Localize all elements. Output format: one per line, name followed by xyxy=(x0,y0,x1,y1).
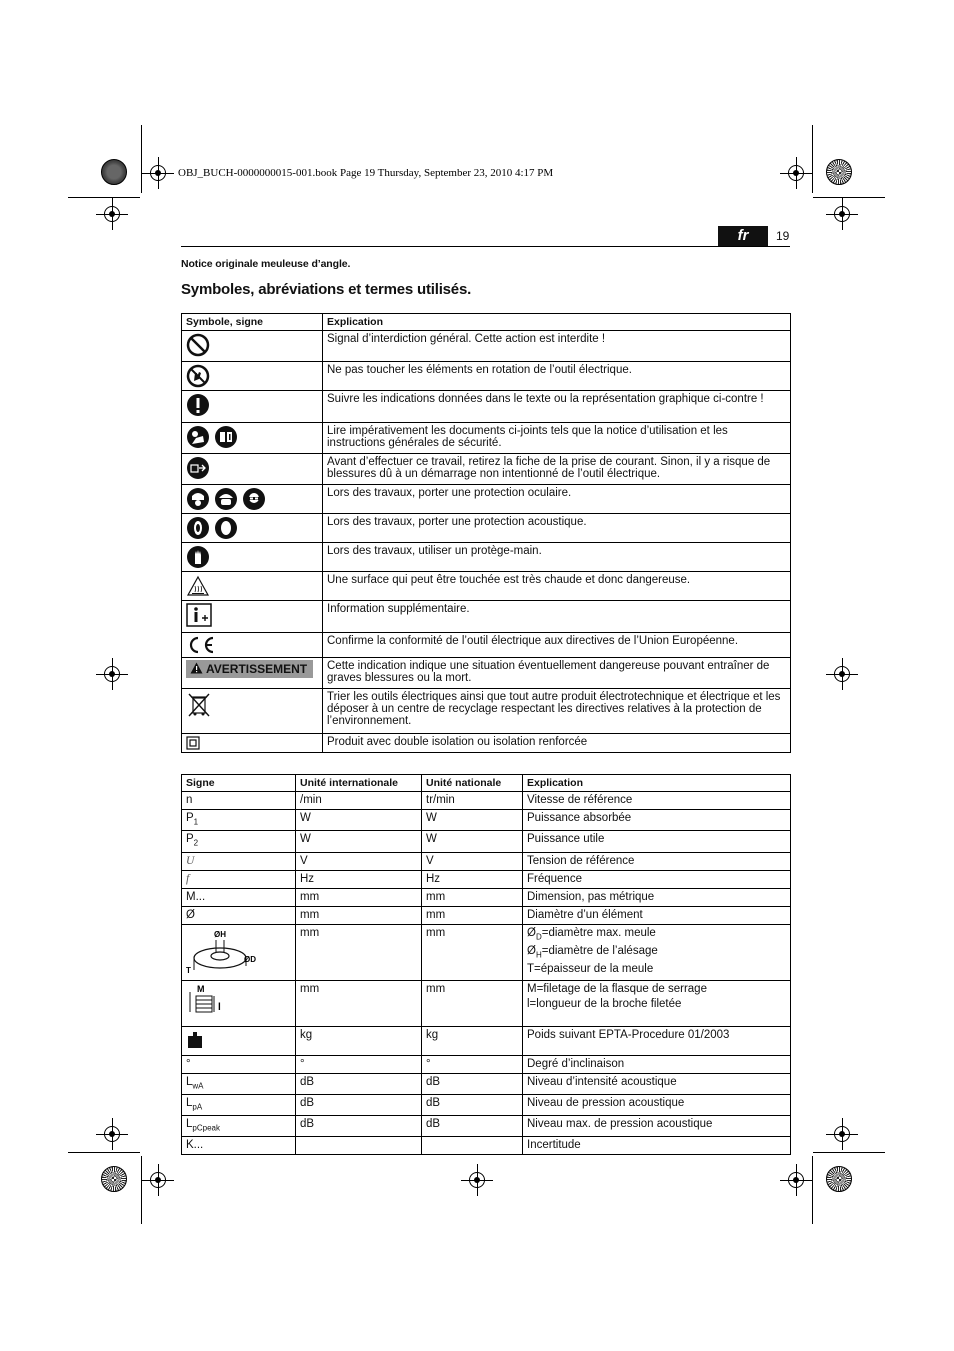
unit-cell: /min xyxy=(296,792,422,810)
crossed-bin-icon xyxy=(186,691,212,719)
explanation-cell: Degré d’inclinaison xyxy=(523,1055,791,1073)
page-title: Symboles, abréviations et termes utilisés. xyxy=(181,281,472,298)
registration-mark-icon xyxy=(834,666,850,682)
unit-cell: ° xyxy=(296,1055,422,1073)
table-row xyxy=(182,1073,791,1094)
prohibition-icon xyxy=(186,333,210,357)
table-row xyxy=(182,572,791,601)
unit-cell: dB xyxy=(296,1073,422,1094)
diagram-label: ØH xyxy=(214,929,226,939)
explanation-cell: Niveau de pression acoustique xyxy=(523,1094,791,1115)
symbol-cell xyxy=(182,543,323,572)
table-row xyxy=(182,362,791,391)
explanation-cell: Poids suivant EPTA-Procedure 01/2003 xyxy=(523,1026,791,1055)
weight-icon xyxy=(186,1031,204,1049)
explanation-cell: Signal d’interdiction général. Cette action est interdite ! xyxy=(323,331,791,362)
page-number: 19 xyxy=(776,229,790,243)
grinding-wheel-diagram-icon xyxy=(186,926,266,974)
table-header-row xyxy=(182,775,791,792)
sign-cell xyxy=(182,924,296,980)
symbol-cell xyxy=(182,633,323,658)
sign-cell xyxy=(182,1026,296,1055)
registration-mark-icon xyxy=(834,206,850,222)
table-row xyxy=(182,1116,791,1137)
diagram-label: l xyxy=(218,1001,221,1013)
print-rosette-icon xyxy=(101,1166,127,1192)
symbol-cell xyxy=(182,485,323,514)
table-row xyxy=(182,852,791,870)
column-header: Unité internationale xyxy=(296,775,422,792)
sign-cell: M... xyxy=(182,888,296,906)
table-row xyxy=(182,1094,791,1115)
explanation-cell: Puissance absorbée xyxy=(523,810,791,831)
unit-cell: W xyxy=(296,810,422,831)
crop-mark xyxy=(813,1152,885,1153)
sign-cell: $P_2$ xyxy=(182,831,296,852)
unit-cell: mm xyxy=(296,906,422,924)
sign-cell: U xyxy=(182,852,296,870)
sign-cell: Ø xyxy=(182,906,296,924)
explanation-cell: Fréquence xyxy=(523,870,791,888)
do-not-touch-icon xyxy=(186,364,210,388)
table-row xyxy=(182,1026,791,1055)
sign-cell: n xyxy=(182,792,296,810)
manual-book-icon xyxy=(214,425,238,449)
table-row xyxy=(182,689,791,734)
symbol-cell xyxy=(182,689,323,734)
table-row xyxy=(182,601,791,633)
symbol-cell xyxy=(182,331,323,362)
explanation-cell: Tension de référence xyxy=(523,852,791,870)
unit-cell: kg xyxy=(296,1026,422,1055)
explanation-cell: Suivre les indications données dans le texte ou la représentation graphique ci-contre ! xyxy=(323,391,791,423)
unit-cell: dB xyxy=(422,1116,523,1137)
explanation-cell: M=filetage de la flasque de serrage l=longueur de la broche filetée xyxy=(523,980,791,1026)
registration-mark-icon xyxy=(104,666,120,682)
table-row xyxy=(182,924,791,980)
table-row xyxy=(182,906,791,924)
crop-mark xyxy=(68,197,140,198)
explanation-cell: Produit avec double isolation ou isolation renforcée xyxy=(323,734,791,753)
threaded-spindle-diagram-icon xyxy=(186,982,230,1020)
unit-cell xyxy=(422,1137,523,1155)
crop-mark xyxy=(68,1152,140,1153)
warning-icon xyxy=(190,662,203,674)
goggles-icon xyxy=(242,487,266,511)
table-row xyxy=(182,734,791,753)
mandatory-action-icon xyxy=(186,393,210,417)
column-header: Symbole, signe xyxy=(182,314,323,331)
symbols-table xyxy=(181,313,791,753)
sign-cell: $P_1$ xyxy=(182,810,296,831)
ear-muffs-icon xyxy=(214,516,238,540)
safety-helmet-icon xyxy=(214,487,238,511)
language-badge: fr xyxy=(718,226,768,246)
unit-cell: Hz xyxy=(422,870,523,888)
symbol-cell xyxy=(182,423,323,454)
print-rosette-icon xyxy=(101,159,127,185)
unit-cell: mm xyxy=(422,980,523,1026)
table-row xyxy=(182,391,791,423)
symbol-cell xyxy=(182,572,323,601)
table-row xyxy=(182,543,791,572)
print-rosette-icon xyxy=(826,1166,852,1192)
unit-cell: W xyxy=(422,831,523,852)
unit-cell: mm xyxy=(296,888,422,906)
explanation-cell: Niveau d’intensité acoustique xyxy=(523,1073,791,1094)
table-row xyxy=(182,810,791,831)
unit-cell: W xyxy=(296,831,422,852)
explanation-cell: Cette indication indique une situation éventuellement dangereuse pouvant entraîner de graves blessures ou la mort. xyxy=(323,658,791,689)
notice-heading: Notice originale meuleuse d’angle. xyxy=(181,258,351,270)
unit-cell xyxy=(296,1137,422,1155)
symbol-cell xyxy=(182,362,323,391)
explanation-cell: Lors des travaux, porter une protection oculaire. xyxy=(323,485,791,514)
unit-cell: mm xyxy=(422,888,523,906)
unit-cell: ° xyxy=(422,1055,523,1073)
crop-mark xyxy=(141,125,142,193)
column-header: Explication xyxy=(523,775,791,792)
ear-protection-icon xyxy=(186,516,210,540)
sign-cell: K... xyxy=(182,1137,296,1155)
registration-mark-icon xyxy=(788,165,804,181)
sign-cell: $L_{pA}$ xyxy=(182,1094,296,1115)
warning-label: AVERTISSEMENT xyxy=(186,660,313,678)
crop-mark xyxy=(812,125,813,193)
registration-mark-icon xyxy=(834,1126,850,1142)
explanation-cell: $Ø_D=diamètre$ max. meule $Ø_H=diamètre$ de l’alésage T=épaisseur de la meule xyxy=(523,924,791,980)
crop-mark xyxy=(812,1156,813,1224)
explanation-cell: Lire impérativement les documents ci-joints tels que la notice d’utilisation et les instructions générales de sécurité. xyxy=(323,423,791,454)
unit-cell: dB xyxy=(296,1116,422,1137)
sign-cell: $L_{wA}$ xyxy=(182,1073,296,1094)
unit-cell: mm xyxy=(422,906,523,924)
gloves-icon xyxy=(186,545,210,569)
symbol-cell xyxy=(182,601,323,633)
table-row xyxy=(182,870,791,888)
unit-cell: W xyxy=(422,810,523,831)
unit-cell: Hz xyxy=(296,870,422,888)
crop-mark xyxy=(813,197,885,198)
table-row xyxy=(182,331,791,362)
unit-cell: mm xyxy=(296,924,422,980)
print-bookline: OBJ_BUCH-0000000015-001.book Page 19 Thursday, September 23, 2010 4:17 PM xyxy=(178,167,554,179)
double-insulation-icon xyxy=(186,736,200,750)
unit-cell: dB xyxy=(296,1094,422,1115)
sign-cell: f xyxy=(182,870,296,888)
table-row xyxy=(182,792,791,810)
crop-mark xyxy=(141,1156,142,1224)
diagram-label: M xyxy=(197,983,205,994)
table-row xyxy=(182,888,791,906)
explanation-cell: Une surface qui peut être touchée est très chaude et donc dangereuse. xyxy=(323,572,791,601)
unit-cell: mm xyxy=(296,980,422,1026)
sign-cell: ° xyxy=(182,1055,296,1073)
column-header: Explication xyxy=(323,314,791,331)
registration-mark-icon xyxy=(788,1172,804,1188)
explanation-cell: Avant d’effectuer ce travail, retirez la fiche de la prise de courant. Sinon, il y a risque de blessures dû à un démarrage non intentionné de l’outil électrique. xyxy=(323,454,791,485)
column-header: Unité nationale xyxy=(422,775,523,792)
explanation-cell: Dimension, pas métrique xyxy=(523,888,791,906)
information-icon xyxy=(186,603,212,627)
explanation-cell: Trier les outils électriques ainsi que tout autre produit électrotechnique et électrique et les déposer à un centre de recyclage respectant les directives relatives à la protection de l’environnement. xyxy=(323,689,791,734)
symbol-cell xyxy=(182,391,323,423)
table-row xyxy=(182,423,791,454)
explanation-cell: Diamètre d’un élément xyxy=(523,906,791,924)
symbol-cell xyxy=(182,514,323,543)
explanation-cell: Lors des travaux, utiliser un protège-main. xyxy=(323,543,791,572)
read-manual-icon xyxy=(186,425,210,449)
table-row xyxy=(182,658,791,689)
print-rosette-icon xyxy=(826,159,852,185)
registration-mark-icon xyxy=(104,1126,120,1142)
explanation-cell: Confirme la conformité de l’outil électrique aux directives de l’Union Européenne. xyxy=(323,633,791,658)
units-table xyxy=(181,774,791,1155)
unit-cell: V xyxy=(422,852,523,870)
sign-cell xyxy=(182,980,296,1026)
table-row xyxy=(182,1055,791,1073)
unit-cell: mm xyxy=(422,924,523,980)
explanation-cell: Niveau max. de pression acoustique xyxy=(523,1116,791,1137)
ce-mark-icon xyxy=(186,635,216,655)
unplug-icon xyxy=(186,456,210,480)
table-row xyxy=(182,514,791,543)
table-row xyxy=(182,485,791,514)
table-header-row xyxy=(182,314,791,331)
table-row xyxy=(182,980,791,1026)
unit-cell: dB xyxy=(422,1073,523,1094)
symbol-cell xyxy=(182,454,323,485)
face-shield-icon xyxy=(186,487,210,511)
explanation-cell: Puissance utile xyxy=(523,831,791,852)
table-row xyxy=(182,831,791,852)
registration-mark-icon xyxy=(150,165,166,181)
explanation-cell: Vitesse de référence xyxy=(523,792,791,810)
registration-mark-icon xyxy=(469,1172,485,1188)
unit-cell: dB xyxy=(422,1094,523,1115)
sign-cell: $L_{pCpeak}$ xyxy=(182,1116,296,1137)
hot-surface-icon xyxy=(186,574,210,598)
explanation-cell: Information supplémentaire. xyxy=(323,601,791,633)
registration-mark-icon xyxy=(150,1172,166,1188)
explanation-cell: Incertitude xyxy=(523,1137,791,1155)
diagram-label: ØD xyxy=(244,954,256,964)
registration-mark-icon xyxy=(104,206,120,222)
table-row xyxy=(182,633,791,658)
unit-cell: V xyxy=(296,852,422,870)
header-rule xyxy=(181,246,790,247)
diagram-label: T xyxy=(186,965,191,974)
explanation-cell: Ne pas toucher les éléments en rotation de l’outil électrique. xyxy=(323,362,791,391)
table-row xyxy=(182,1137,791,1155)
unit-cell: kg xyxy=(422,1026,523,1055)
unit-cell: tr/min xyxy=(422,792,523,810)
table-row xyxy=(182,454,791,485)
explanation-cell: Lors des travaux, porter une protection acoustique. xyxy=(323,514,791,543)
symbol-cell xyxy=(182,658,323,689)
column-header: Signe xyxy=(182,775,296,792)
symbol-cell xyxy=(182,734,323,753)
